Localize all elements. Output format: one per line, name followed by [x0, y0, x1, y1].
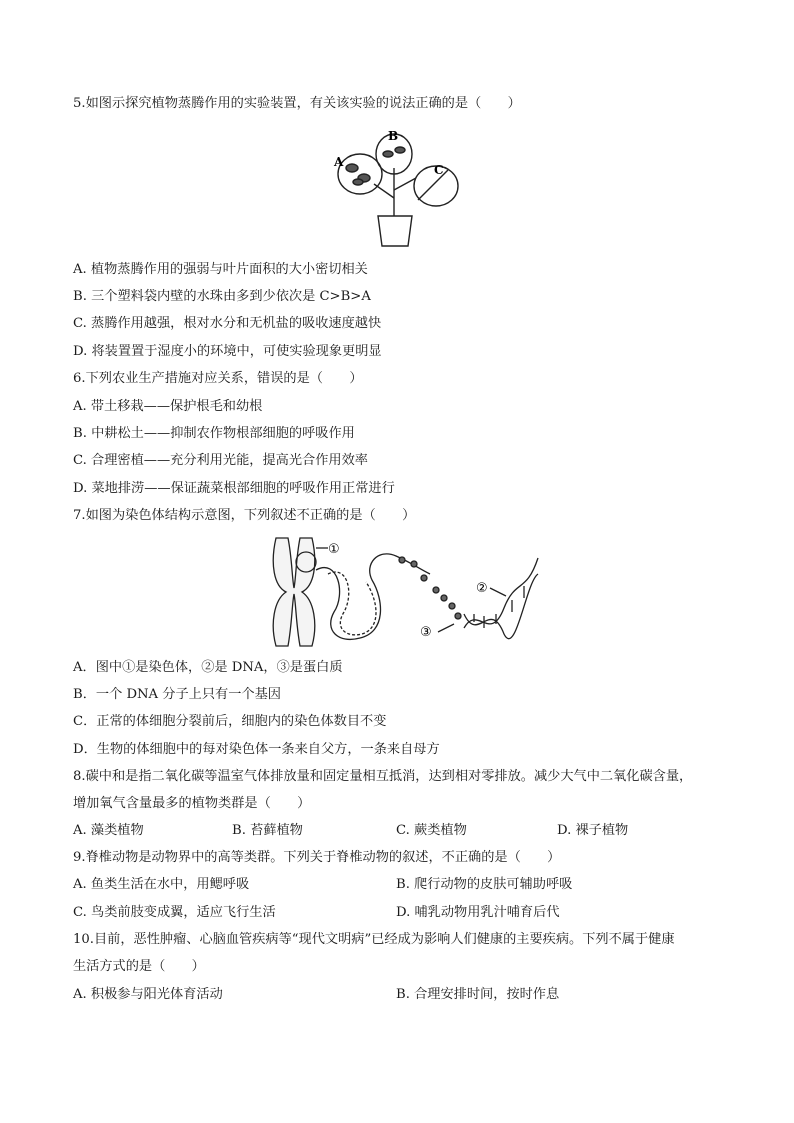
q5-option-b: B. 三个塑料袋内壁的水珠由多到少依次是 C>B>A	[73, 289, 371, 304]
q10-stem-line2: 生活方式的是（ ）	[73, 959, 205, 974]
q6-option-a: A. 带土移栽——保护根毛和幼根	[73, 399, 263, 414]
q8-stem-line1: 8.碳中和是指二氧化碳等温室气体排放量和固定量相互抵消，达到相对零排放。减少大气中二氧化碳含量，	[73, 769, 693, 784]
q9-option-c: C. 鸟类前肢变成翼，适应飞行生活	[73, 905, 276, 920]
q5-stem: 5.如图示探究植物蒸腾作用的实验装置，有关该实验的说法正确的是（ ）	[73, 96, 521, 111]
figure-label-2: ②	[476, 581, 488, 596]
figure-label-c: C	[434, 163, 444, 177]
figure-label-3: ③	[420, 625, 432, 640]
q5-option-a: A. 植物蒸腾作用的强弱与叶片面积的大小密切相关	[73, 262, 368, 277]
chromosome-structure-figure	[268, 534, 546, 650]
q10-stem-line1: 10.目前，恶性肿瘤、心脑血管疾病等“现代文明病”已经成为影响人们健康的主要疾病。下列不属于健康	[73, 932, 675, 947]
transpiration-apparatus-figure	[330, 128, 460, 252]
q6-option-d: D. 菜地排涝——保证蔬菜根部细胞的呼吸作用正常进行	[73, 481, 395, 496]
q7-stem: 7.如图为染色体结构示意图，下列叙述不正确的是（ ）	[73, 508, 416, 523]
q10-option-b: B. 合理安排时间，按时作息	[396, 987, 560, 1002]
q7-option-c: C．正常的体细胞分裂前后，细胞内的染色体数目不变	[73, 714, 387, 729]
q7-option-a: A．图中①是染色体，②是 DNA，③是蛋白质	[73, 660, 343, 675]
q7-option-d: D．生物的体细胞中的每对染色体一条来自父方，一条来自母方	[73, 742, 440, 757]
q7-option-b: B．一个 DNA 分子上只有一个基因	[73, 687, 281, 702]
q10-option-a: A. 积极参与阳光体育活动	[73, 987, 223, 1002]
q5-option-d: D. 将装置置于湿度小的环境中，可使实验现象更明显	[73, 344, 382, 359]
q8-option-b: B. 苔藓植物	[232, 823, 303, 838]
figure-label-1: ①	[328, 542, 340, 557]
q9-option-d: D. 哺乳动物用乳汁哺育后代	[396, 905, 560, 920]
figure-label-b: B	[388, 129, 399, 143]
q6-option-b: B. 中耕松土——抑制农作物根部细胞的呼吸作用	[73, 426, 355, 441]
q6-stem: 6.下列农业生产措施对应关系，错误的是（ ）	[73, 371, 363, 386]
q8-option-a: A. 藻类植物	[73, 823, 144, 838]
q8-option-d: D. 裸子植物	[557, 823, 629, 838]
q9-option-b: B. 爬行动物的皮肤可辅助呼吸	[396, 877, 573, 892]
figure-label-a: A	[334, 155, 344, 169]
q9-option-a: A. 鱼类生活在水中，用鳃呼吸	[73, 877, 250, 892]
q8-option-c: C. 蕨类植物	[396, 823, 467, 838]
q9-stem: 9.脊椎动物是动物界中的高等类群。下列关于脊椎动物的叙述，不正确的是（ ）	[73, 850, 561, 865]
q8-stem-line2: 增加氧气含量最多的植物类群是（ ）	[73, 796, 311, 811]
q6-option-c: C. 合理密植——充分利用光能，提高光合作用效率	[73, 453, 368, 468]
q5-option-c: C. 蒸腾作用越强，根对水分和无机盐的吸收速度越快	[73, 316, 382, 331]
